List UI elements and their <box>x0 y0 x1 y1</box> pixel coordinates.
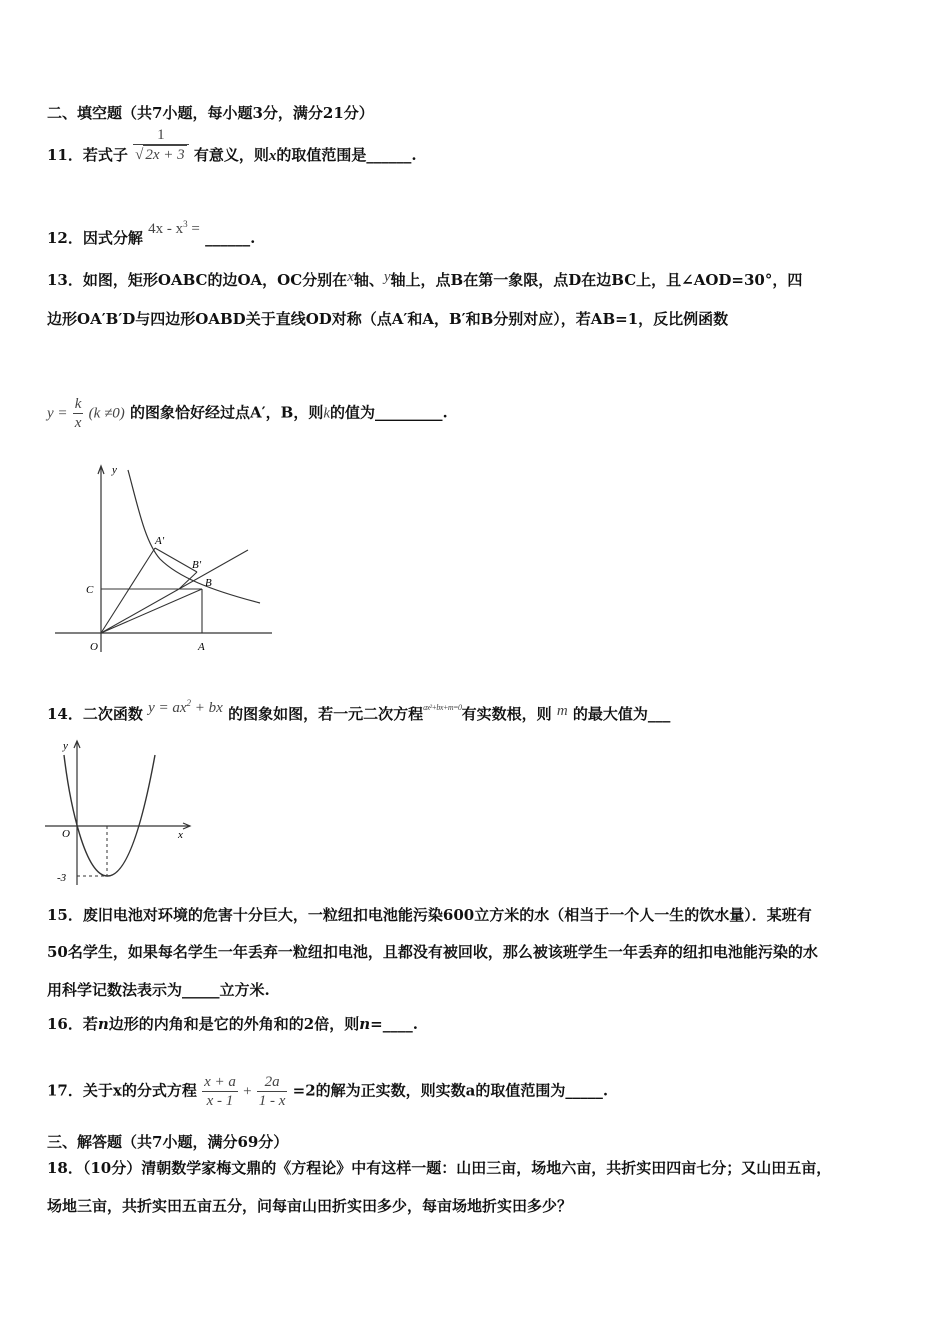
q11-prefix: 11．若式子 <box>47 146 128 164</box>
q13-label-O: O <box>90 641 98 653</box>
q14-label-O: O <box>62 828 70 840</box>
q12-prefix: 12．因式分解 <box>47 229 143 247</box>
q13-k-symbol: k <box>323 405 330 422</box>
q13-func-y: y = <box>47 405 68 422</box>
q11-var: x <box>268 148 277 164</box>
q11-fraction: $\frac{1}{√ 2x + 3}$ <box>133 126 189 164</box>
q13-figure <box>50 462 280 657</box>
q14-prefix: 14．二次函数 <box>47 705 143 723</box>
question-15-line-2 <box>47 942 818 962</box>
q13-line3b: 的值为_________. <box>330 403 448 422</box>
q17-prefix: 17．关于x的分式方程 <box>47 1081 197 1100</box>
question-15-line-1 <box>47 905 812 925</box>
q15-line1: 15．废旧电池对环境的危害十分巨大，一粒纽扣电池能污染600立方米的水（相当于一个人一生的饮水量）．某班有 <box>47 906 812 924</box>
q16-prefix: 16．若 <box>47 1015 98 1033</box>
q11-radicand: 2x + 3 <box>145 147 185 163</box>
q13-line1c: 轴上，点B在第一象限，点D在边BC上，且∠AOD=30°，四 <box>390 271 803 289</box>
q18-line2: 场地三亩，共折实田五亩五分，问每亩山田折实田多少，每亩场地折实田多少？ <box>47 1197 573 1215</box>
q13-func-fraction: $\frac{k}{x}$ <box>74 396 82 431</box>
question-17 <box>47 1073 608 1110</box>
q14-mid2: 有实数根，则 <box>461 705 552 723</box>
q11-numerator: 1 <box>133 126 189 145</box>
q14-mid: 的图象如图，若一元二次方程 <box>228 705 424 723</box>
section-3-heading-text: 三、解答题（共7小题，满分69分） <box>47 1133 289 1151</box>
question-15-line-3 <box>47 980 270 1000</box>
q11-suffix: 有意义，则 <box>193 146 269 164</box>
q13-segment-OB <box>101 589 202 633</box>
q17-suffix: =2的解为正实数，则实数a的取值范围为_____. <box>292 1081 609 1100</box>
q16-n: n <box>97 1015 109 1033</box>
question-14 <box>47 700 670 727</box>
q13-label-A: A <box>198 641 205 653</box>
question-13-line-3 <box>47 395 448 432</box>
q13-segment-OA-prime <box>101 548 155 633</box>
q14-function: $y = ax^2$ + bx <box>148 698 223 716</box>
question-18-line-1 <box>47 1158 831 1178</box>
q13-label-B: B <box>205 577 212 589</box>
q13-y-symbol: y <box>383 269 391 285</box>
q16-n2: n <box>359 1015 371 1033</box>
q18-line1: 18．（10分）清朝数学家梅文鼎的《方程论》中有这样一题：山田三亩，场地六亩，共折实田四亩七分；又山田五亩， <box>47 1159 832 1177</box>
question-13-line-1 <box>47 270 802 291</box>
q12-blank: ______. <box>205 229 256 247</box>
q16-mid: 边形的内角和是它的外角和的2倍，则 <box>108 1015 360 1033</box>
q13-hyperbola <box>128 470 260 603</box>
question-18-line-2 <box>47 1196 572 1216</box>
q14-label-x: x <box>178 829 183 841</box>
q13-line1a: 13．如图，矩形OABC的边OA，OC分别在 <box>47 271 348 289</box>
q13-line3a: 的图象恰好经过点A′，B，则 <box>130 403 324 422</box>
q17-fraction-1: $\frac{x + a}{x - 1}$ <box>204 1074 236 1109</box>
q12-expression: $4x - x^3$ = <box>148 219 200 237</box>
section-2-heading <box>47 103 374 123</box>
q13-label-A-prime: A' <box>155 535 165 547</box>
question-13-line-2 <box>47 309 728 329</box>
q17-fraction-2: $\frac{2a}{1 - x}$ <box>258 1074 286 1109</box>
question-12 <box>47 219 256 249</box>
section-3-heading <box>47 1132 288 1152</box>
q15-line2: 50名学生，如果每名学生一年丢弃一粒纽扣电池，且都没有被回收，那么被该班学生一年丢弃的纽扣电池能污染的水 <box>47 943 818 961</box>
section-2-heading-text: 二、填空题（共7小题，每小题3分，满分21分） <box>47 104 374 122</box>
q17-plus: + <box>243 1083 252 1100</box>
q15-line3: 用科学记数法表示为_____立方米. <box>47 981 270 999</box>
q13-line1b: 轴、 <box>353 271 384 289</box>
q13-line2: 边形OA′B′D与四边形OABD关于直线OD对称（点A′和A，B′和B分别对应），若AB=1，反比例函数 <box>47 310 729 328</box>
q13-func-condition: (k ≠0) <box>88 405 125 422</box>
q16-suffix: =____. <box>370 1015 418 1033</box>
q11-suffix2: 的取值范围是______. <box>276 146 417 164</box>
q14-label-y: y <box>63 740 68 752</box>
q14-label-minus3: -3 <box>57 872 67 884</box>
q13-x-symbol: x <box>347 269 354 285</box>
q14-equation: ax²+bx+m=0 <box>423 703 462 712</box>
q13-label-y: y <box>112 464 117 476</box>
q14-figure <box>40 735 200 890</box>
q13-label-C: C <box>86 584 94 596</box>
q14-suffix: 的最大值为___ <box>572 705 671 723</box>
q13-line-OD <box>101 550 248 633</box>
q13-label-B-prime: B' <box>192 559 202 571</box>
q14-m-symbol: m <box>556 703 568 719</box>
question-16 <box>47 1014 418 1034</box>
question-11 <box>47 127 417 166</box>
q14-parabola <box>64 755 155 876</box>
